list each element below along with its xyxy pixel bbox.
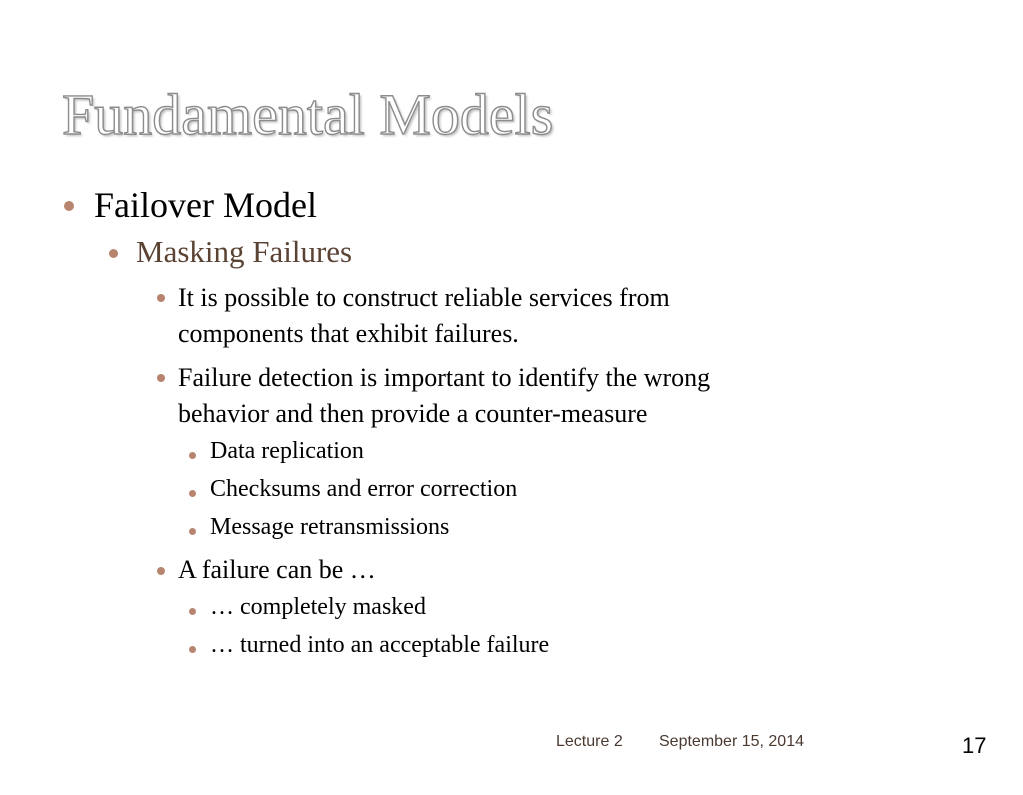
bullet-failure-detection-line-2: behavior and then provide a counter-measure bbox=[178, 399, 648, 428]
bullet-acceptable-failure: … turned into an acceptable failure bbox=[210, 632, 550, 658]
bullet-dot bbox=[189, 646, 196, 653]
bullet-reliable-services-line-2: components that exhibit failures. bbox=[178, 319, 519, 348]
bullet-message-retransmissions: Message retransmissions bbox=[210, 514, 450, 540]
bullet-failure-can-be: A failure can be … bbox=[178, 555, 376, 584]
bullet-dot bbox=[157, 567, 165, 575]
footer-date: September 15, 2014 bbox=[659, 733, 804, 750]
slide-title: Fundamental Models bbox=[62, 82, 554, 147]
footer-lecture: Lecture 2 bbox=[556, 733, 623, 750]
bullet-checksums: Checksums and error correction bbox=[210, 476, 518, 502]
bullet-reliable-services-line-1: It is possible to construct reliable services from bbox=[178, 283, 670, 312]
bullet-dot bbox=[157, 294, 165, 302]
bullet-dot bbox=[189, 452, 196, 459]
slide-page-number: 17 bbox=[962, 733, 987, 758]
bullet-dot bbox=[189, 608, 196, 615]
bullet-dot bbox=[64, 201, 74, 211]
bullet-failure-detection-line-1: Failure detection is important to identify the wrong bbox=[178, 363, 711, 392]
bullet-dot bbox=[189, 490, 196, 497]
bullet-dot bbox=[157, 374, 165, 382]
bullet-masking-failures: Masking Failures bbox=[136, 234, 353, 269]
bullet-completely-masked: … completely masked bbox=[210, 594, 426, 620]
bullet-dot bbox=[109, 249, 118, 258]
bullet-failover-model: Failover Model bbox=[94, 185, 317, 225]
bullet-dot bbox=[189, 528, 196, 535]
bullet-data-replication: Data replication bbox=[210, 438, 364, 464]
